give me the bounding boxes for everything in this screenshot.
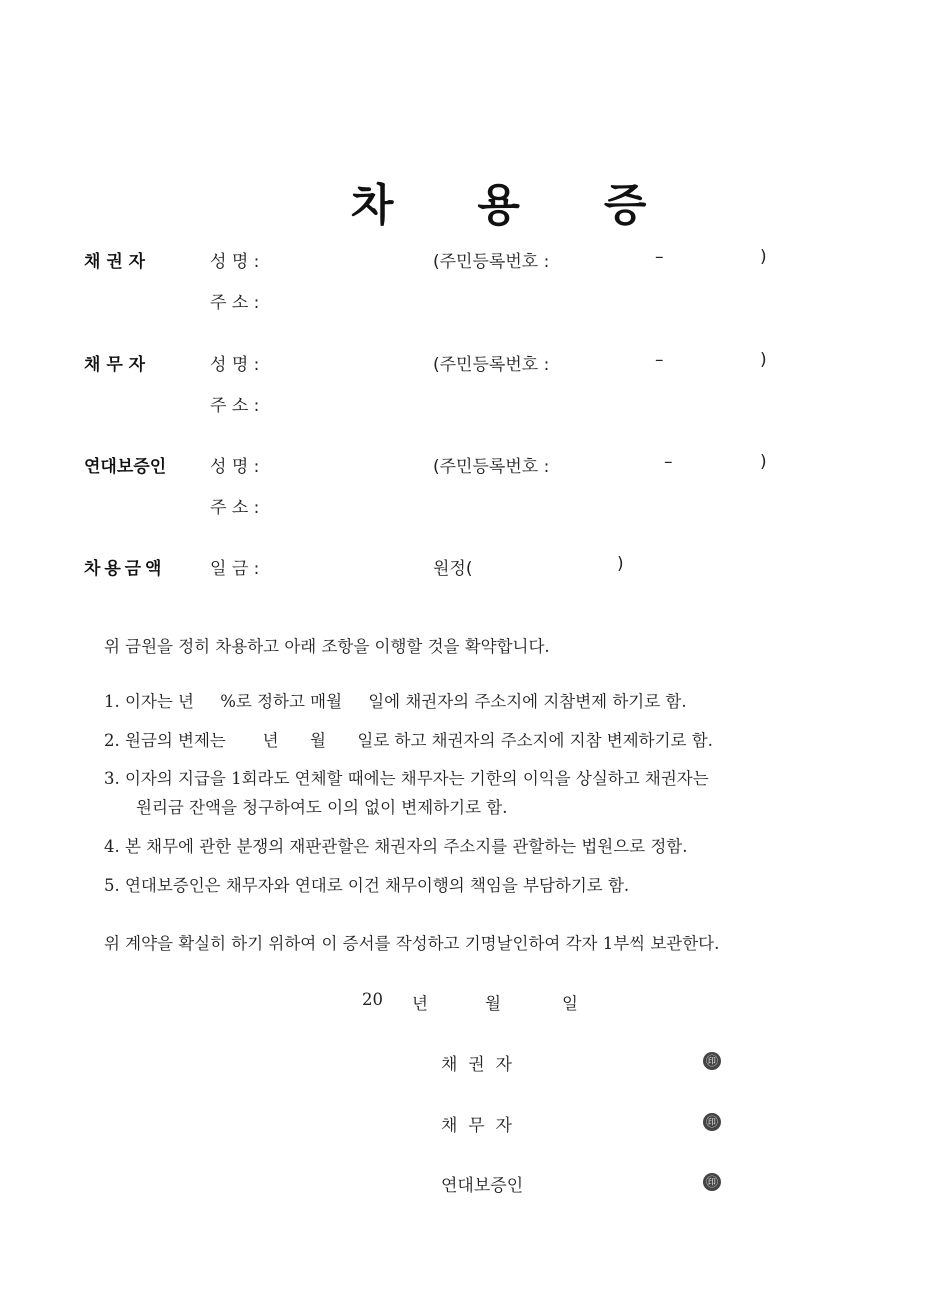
creditor-name-label: 성 명 :	[210, 252, 260, 272]
title-char: 차	[350, 180, 394, 231]
date-day-label: 일	[562, 994, 578, 1013]
title-char: 증	[603, 180, 647, 231]
date-year-label: 년	[412, 994, 428, 1013]
guarantor-rrn-label: (주민등록번호 :	[433, 457, 550, 477]
signature-creditor-label: 채 권 자	[441, 1055, 512, 1075]
seal-icon: ㊞	[703, 1052, 721, 1070]
date-month-label: 월	[485, 994, 501, 1013]
title-char: 용	[477, 180, 520, 231]
signature-guarantor-label: 연대보증인	[441, 1176, 524, 1196]
debtor-rrn-close: )	[760, 350, 767, 370]
debtor-address-label: 주 소 :	[210, 396, 260, 416]
signature-debtor-label: 채 무 자	[441, 1116, 512, 1136]
debtor-name-label: 성 명 :	[210, 355, 260, 375]
date-year-prefix: 20	[362, 990, 383, 1009]
amount-field-label: 일 금 :	[210, 559, 260, 579]
creditor-label: 채 권 자	[84, 252, 146, 272]
creditor-rrn-dash: –	[655, 247, 664, 267]
creditor-rrn-label: (주민등록번호 :	[433, 252, 550, 272]
debtor-rrn-dash: –	[655, 350, 664, 370]
clause-4: 4. 본 채무에 관한 분쟁의 재판관할은 채권자의 주소지를 관할하는 법원으로 정함.	[104, 837, 688, 856]
guarantor-rrn-dash: –	[664, 452, 673, 472]
guarantor-rrn-close: )	[760, 452, 767, 472]
guarantor-label: 연대보증인	[84, 457, 167, 477]
amount-won-label: 원정(	[433, 559, 473, 579]
debtor-rrn-label: (주민등록번호 :	[433, 355, 550, 375]
loan-amount-label: 차 용 금 액	[84, 559, 161, 579]
clause-2: 2. 원금의 변제는 년 월 일로 하고 채권자의 주소지에 지참 변제하기로 함.	[104, 731, 713, 750]
creditor-rrn-close: )	[760, 247, 767, 267]
intro-statement: 위 금원을 정히 차용하고 아래 조항을 이행할 것을 확약합니다.	[104, 637, 550, 656]
closing-statement: 위 계약을 확실히 하기 위하여 이 증서를 작성하고 기명날인하여 각자 1부씩 보관한다.	[104, 934, 720, 953]
debtor-label: 채 무 자	[84, 355, 146, 375]
guarantor-address-label: 주 소 :	[210, 498, 260, 518]
seal-icon: ㊞	[703, 1173, 721, 1191]
clause-5: 5. 연대보증인은 채무자와 연대로 이건 채무이행의 책임을 부담하기로 함.	[104, 876, 630, 895]
seal-icon: ㊞	[703, 1113, 721, 1131]
clause-3: 3. 이자의 지급을 1회라도 연체할 때에는 채무자는 기한의 이익을 상실하고 채권자는	[104, 769, 709, 788]
creditor-address-label: 주 소 :	[210, 293, 260, 313]
amount-close: )	[617, 554, 624, 574]
clause-3-continued: 원리금 잔액을 청구하여도 이의 없이 변제하기로 함.	[136, 798, 508, 817]
guarantor-name-label: 성 명 :	[210, 457, 260, 477]
clause-1: 1. 이자는 년 %로 정하고 매월 일에 채권자의 주소지에 지참변제 하기로 함.	[104, 692, 687, 711]
